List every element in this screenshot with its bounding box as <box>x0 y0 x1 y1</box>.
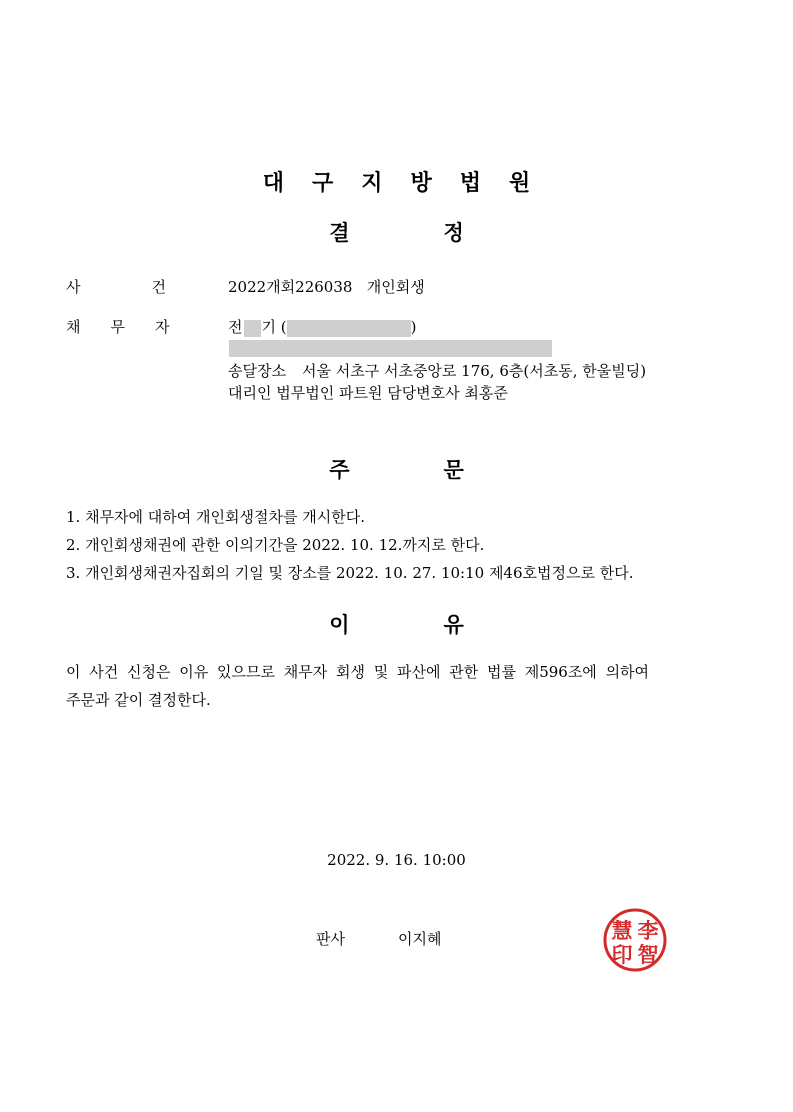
seal-char: 慧 <box>611 918 633 943</box>
case-label-char: 건 <box>151 278 166 296</box>
reason-heading <box>0 611 793 639</box>
redacted-name-char <box>244 320 261 337</box>
court-name-char: 구 <box>311 171 334 196</box>
order-item: 1. 채무자에 대하여 개인회생절차를 개시한다. <box>66 508 365 526</box>
case-label-char: 사 <box>66 278 81 296</box>
agent-line: 대리인 법무법인 파트원 담당변호사 최홍준 <box>228 384 508 402</box>
order-item: 2. 개인회생채권에 관한 이의기간을 2022. 10. 12.까지로 한다. <box>66 536 485 554</box>
service-address-label: 송달장소 <box>228 362 286 380</box>
debtor-label-char: 자 <box>155 318 170 336</box>
seal-char: 智 <box>637 942 659 967</box>
service-address-value: 서울 서초구 서초중앙로 176, 6층(서초동, 한울빌딩) <box>301 362 647 380</box>
debtor-name-last: 기 ( <box>261 318 287 336</box>
debtor-label-char: 채 <box>66 318 81 336</box>
judge-title: 판사 <box>316 930 345 948</box>
document-type-heading <box>0 219 793 247</box>
decision-date: 2022. 9. 16. 10:00 <box>327 851 466 869</box>
debtor-name-first: 전 <box>228 318 243 336</box>
heading-char: 문 <box>443 458 464 482</box>
seal-char: 印 <box>611 942 633 967</box>
heading-char: 정 <box>443 221 464 245</box>
court-name-char: 대 <box>262 171 284 196</box>
heading-char: 결 <box>329 221 350 245</box>
court-name-char: 방 <box>410 171 432 196</box>
debtor-name-line <box>228 317 416 337</box>
debtor-name-close: ) <box>410 318 417 336</box>
court-name-char: 원 <box>509 171 531 196</box>
judge-seal <box>600 905 670 975</box>
redacted-id-number <box>287 320 411 337</box>
debtor-label-char: 무 <box>110 318 125 336</box>
case-label <box>66 277 166 297</box>
court-name-char: 법 <box>459 171 482 196</box>
reason-text-line: 이 사건 신청은 이유 있으므로 채무자 회생 및 파산에 관한 법률 제596조에 의하여 <box>66 663 650 681</box>
order-heading <box>0 456 793 484</box>
order-item: 3. 개인회생채권자집회의 기일 및 장소를 2022. 10. 27. 10:10 제46호법정으로 한다. <box>66 564 634 582</box>
court-name <box>0 170 793 198</box>
court-name-char: 지 <box>361 171 383 196</box>
service-address-line <box>228 361 646 381</box>
heading-char: 주 <box>329 458 350 482</box>
reason-text-line: 주문과 같이 결정한다. <box>66 691 211 709</box>
heading-char: 이 <box>329 613 350 637</box>
debtor-label <box>66 317 170 337</box>
redacted-address <box>229 340 552 357</box>
seal-char: 李 <box>637 918 659 943</box>
judge-name: 이지혜 <box>398 930 442 948</box>
heading-char: 유 <box>443 613 464 637</box>
case-number: 2022개회226038 개인회생 <box>228 278 425 296</box>
